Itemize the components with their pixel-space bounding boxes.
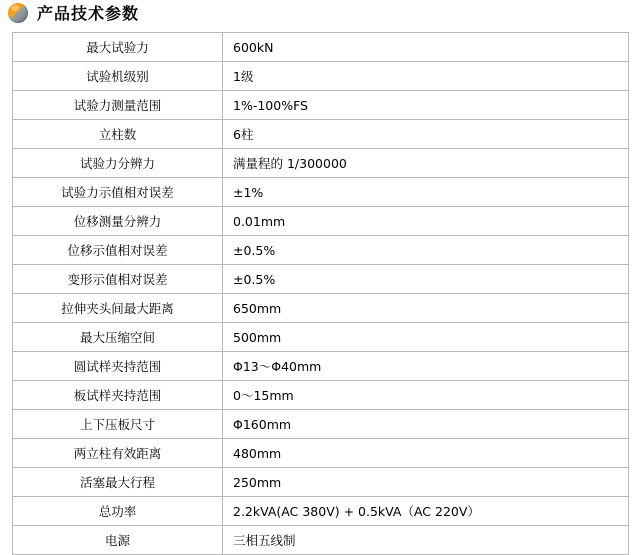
row-label: 最大试验力 (13, 33, 223, 62)
row-label: 位移示值相对误差 (13, 236, 223, 265)
row-value: Φ13～Φ40mm (223, 352, 629, 381)
table-row (13, 294, 629, 323)
row-label: 板试样夹持范围 (13, 381, 223, 410)
row-value: Φ160mm (223, 410, 629, 439)
row-value: 650mm (223, 294, 629, 323)
row-value: 0.01mm (223, 207, 629, 236)
row-label: 圆试样夹持范围 (13, 352, 223, 381)
page-title: 产品技术参数 (37, 4, 140, 23)
row-label: 两立柱有效距离 (13, 439, 223, 468)
row-label: 变形示值相对误差 (13, 265, 223, 294)
row-label: 试验力分辨力 (13, 149, 223, 178)
row-value: ±0.5% (223, 236, 629, 265)
table-row (13, 120, 629, 149)
row-value: 500mm (223, 323, 629, 352)
table-row (13, 265, 629, 294)
table-row (13, 91, 629, 120)
row-label: 试验力测量范围 (13, 91, 223, 120)
table-row (13, 33, 629, 62)
table-row (13, 439, 629, 468)
row-label: 试验力示值相对误差 (13, 178, 223, 207)
row-value: 1级 (223, 62, 629, 91)
table-row (13, 381, 629, 410)
table-row (13, 526, 629, 555)
row-label: 最大压缩空间 (13, 323, 223, 352)
row-value: 满量程的 1/300000 (223, 149, 629, 178)
row-label: 电源 (13, 526, 223, 555)
row-value: ±0.5% (223, 265, 629, 294)
row-value: 250mm (223, 468, 629, 497)
row-value: 480mm (223, 439, 629, 468)
row-value: 600kN (223, 33, 629, 62)
row-label: 总功率 (13, 497, 223, 526)
table-body (13, 33, 629, 555)
row-label: 活塞最大行程 (13, 468, 223, 497)
table-row (13, 178, 629, 207)
row-label: 上下压板尺寸 (13, 410, 223, 439)
page-header (0, 0, 642, 28)
table-row (13, 410, 629, 439)
table-row (13, 62, 629, 91)
row-label: 拉伸夹头间最大距离 (13, 294, 223, 323)
row-label: 立柱数 (13, 120, 223, 149)
table-row (13, 149, 629, 178)
table-row (13, 497, 629, 526)
row-value: 6柱 (223, 120, 629, 149)
row-value: 2.2kVA(AC 380V) + 0.5kVA（AC 220V） (223, 497, 629, 526)
row-label: 试验机级别 (13, 62, 223, 91)
specification-table (12, 32, 629, 555)
table-row (13, 468, 629, 497)
row-value: ±1% (223, 178, 629, 207)
table-row (13, 236, 629, 265)
table-row (13, 323, 629, 352)
globe-icon (8, 3, 30, 25)
row-value: 0～15mm (223, 381, 629, 410)
row-value: 1%-100%FS (223, 91, 629, 120)
row-label: 位移测量分辨力 (13, 207, 223, 236)
row-value: 三相五线制 (223, 526, 629, 555)
table-row (13, 207, 629, 236)
table-row (13, 352, 629, 381)
